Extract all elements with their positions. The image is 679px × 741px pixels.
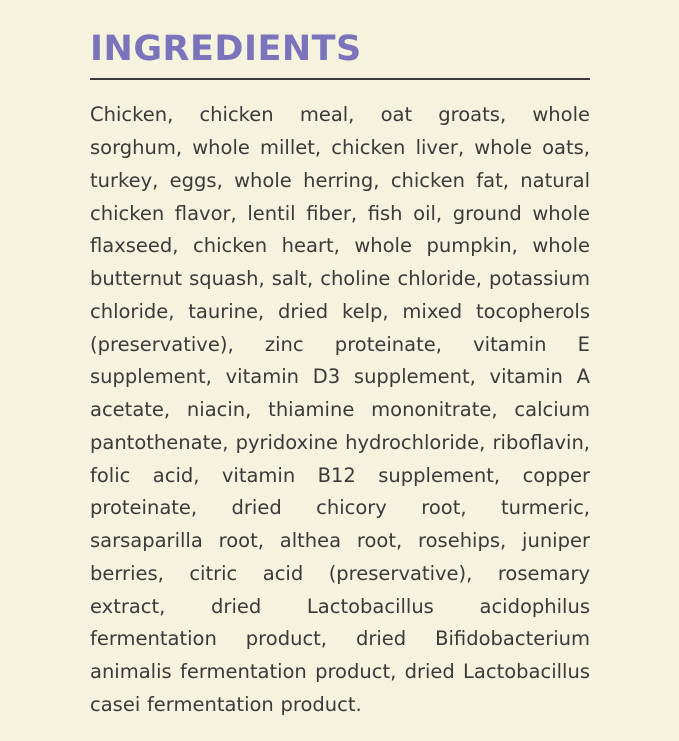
page-title: INGREDIENTS (90, 29, 362, 69)
ingredients-panel (90, 28, 590, 741)
ingredients-list-text: Chicken, chicken meal, oat groats, whole sorghum, whole millet, chicken liver, whole oats, turkey, eggs, whole herring, chicken fat, natural chicken flavor, lentil fiber, fish oil, ground whole flaxseed, chicken heart, whole pumpkin, whole butternut squash, salt, choline chloride, potassium chloride, taurine, dried kelp, mixed tocopherols (preservative), zinc proteinate, vitamin E supplement, vitamin D3 supplement, vitamin A acetate, niacin, thiamine mononitrate, calcium pantothenate, pyridoxine hydrochloride, riboflavin, folic acid, vitamin B12 supplement, copper proteinate, dried chicory root, turmeric, sarsaparilla root, althea root, rosehips, juniper berries, citric acid (preservative), rosemary extract, dried Lactobacillus acidophilus fermentation product, dried Bifidobacterium animalis fermentation product, dried Lactobacillus casei fermentation product. (90, 103, 590, 716)
title-divider (90, 78, 590, 80)
